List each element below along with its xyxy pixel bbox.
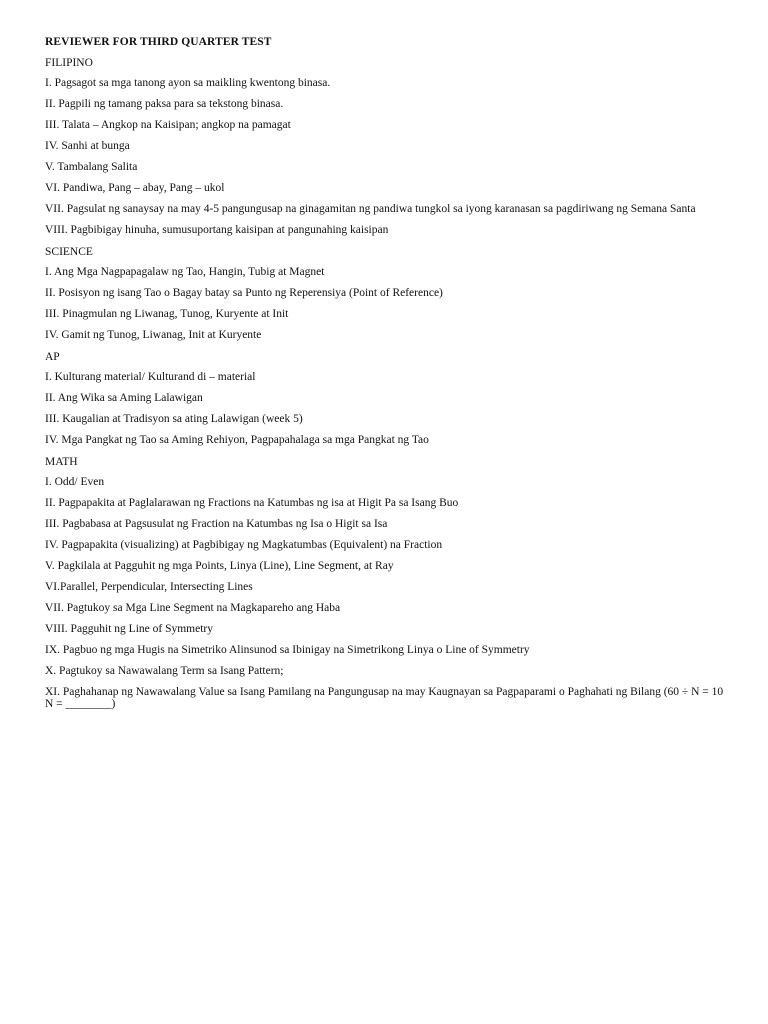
list-item: I. Pagsagot sa mga tanong ayon sa maikling kwentong binasa. [45,77,331,89]
list-item: IV. Pagpapakita (visualizing) at Pagbibigay ng Magkatumbas (Equivalent) na Fraction [45,539,443,551]
list-item: II. Pagpili ng tamang paksa para sa tekstong binasa. [45,98,284,110]
list-item: V. Tambalang Salita [45,161,138,173]
section-heading-science: SCIENCE [45,246,93,258]
list-item: IV. Gamit ng Tunog, Liwanag, Init at Kuryente [45,329,262,341]
section-heading-math: MATH [45,456,78,468]
list-item: IV. Sanhi at bunga [45,140,130,152]
list-item: IV. Mga Pangkat ng Tao sa Aming Rehiyon, Pagpapahalaga sa mga Pangkat ng Tao [45,434,429,446]
list-item: IX. Pagbuo ng mga Hugis na Simetriko Alinsunod sa Ibinigay na Simetrikong Linya o Line of Symmetry [45,644,530,656]
section-filipino [45,56,725,236]
list-item: XI. Paghahanap ng Nawawalang Value sa Isang Pamilang na Pangungusap na may Kaugnayan sa Pagpaparami o Paghahati ng Bilang (60 ÷ N = 10 N = ________) [45,686,724,710]
document-page [45,35,725,719]
list-item: II. Posisyon ng isang Tao o Bagay batay sa Punto ng Reperensiya (Point of Reference) [45,287,443,299]
section-science [45,245,725,341]
list-item: III. Kaugalian at Tradisyon sa ating Lalawigan (week 5) [45,413,303,425]
list-item: VIII. Pagguhit ng Line of Symmetry [45,623,214,635]
list-item: II. Ang Wika sa Aming Lalawigan [45,392,203,404]
list-item: III. Pinagmulan ng Liwanag, Tunog, Kuryente at Init [45,308,289,320]
list-item: VI.Parallel, Perpendicular, Intersecting Lines [45,581,253,593]
list-item: X. Pagtukoy sa Nawawalang Term sa Isang Pattern; [45,665,284,677]
list-item: VII. Pagsulat ng sanaysay na may 4-5 pangungusap na ginagamitan ng pandiwa tungkol sa iyong karanasan sa pagdiriwang ng Semana Santa [45,203,696,215]
list-item: VII. Pagtukoy sa Mga Line Segment na Magkapareho ang Haba [45,602,341,614]
section-heading-filipino: FILIPINO [45,57,93,69]
list-item: I. Odd/ Even [45,476,105,488]
list-item: III. Talata – Angkop na Kaisipan; angkop na pamagat [45,119,291,131]
list-item: VIII. Pagbibigay hinuha, sumusuportang kaisipan at pangunahing kaisipan [45,224,389,236]
list-item: V. Pagkilala at Pagguhit ng mga Points, Linya (Line), Line Segment, at Ray [45,560,394,572]
document-title: REVIEWER FOR THIRD QUARTER TEST [45,36,272,48]
list-item: I. Kulturang material/ Kulturand di – material [45,371,256,383]
section-ap [45,350,725,446]
list-item: II. Pagpapakita at Paglalarawan ng Fractions na Katumbas ng isa at Higit Pa sa Isang Buo [45,497,459,509]
section-math [45,455,725,710]
section-heading-ap: AP [45,351,60,363]
list-item: I. Ang Mga Nagpapagalaw ng Tao, Hangin, Tubig at Magnet [45,266,325,278]
list-item: III. Pagbabasa at Pagsusulat ng Fraction na Katumbas ng Isa o Higit sa Isa [45,518,388,530]
list-item: VI. Pandiwa, Pang – abay, Pang – ukol [45,182,225,194]
